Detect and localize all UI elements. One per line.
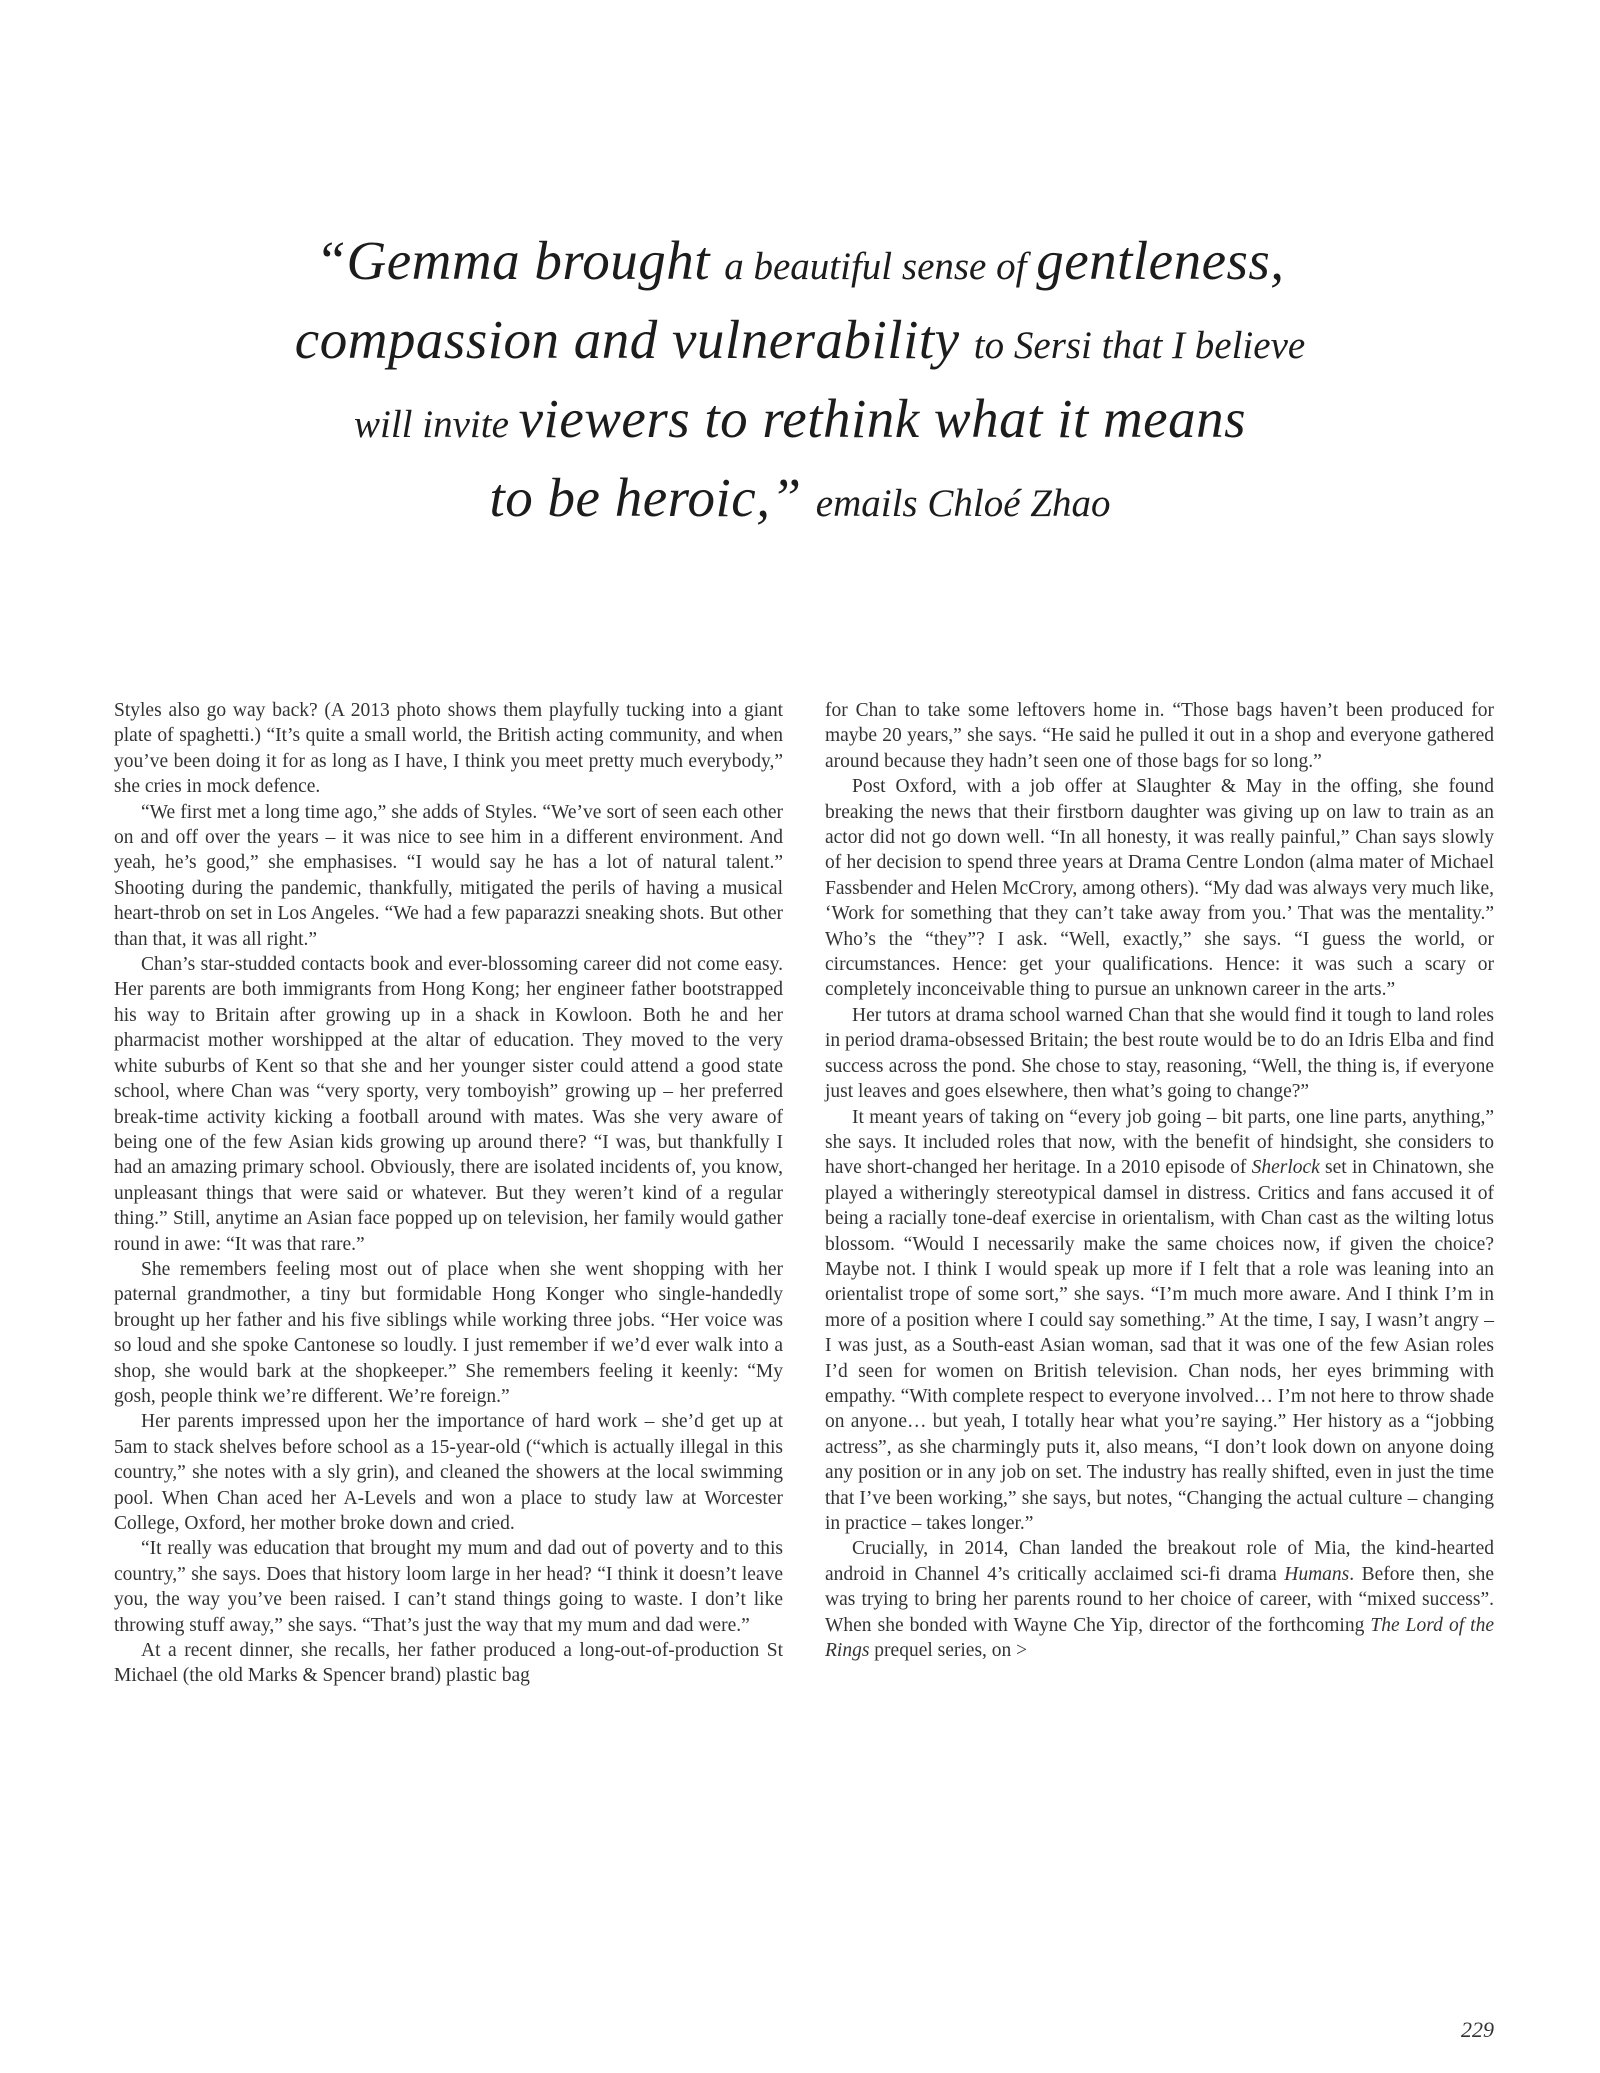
pull-quote-segment: emails Chloé Zhao — [815, 482, 1111, 525]
pull-quote — [170, 228, 1430, 544]
pull-quote-line — [170, 228, 1430, 307]
paragraph: for Chan to take some leftovers home in. “Those bags haven’t been produced for maybe 20 years,” she says. “He said he pulled it out in a shop and everyone gathered around because they hadn’t seen one of those bags for so long.” — [825, 700, 1494, 772]
paragraph: Crucially, in 2014, Chan landed the breakout role of Mia, the kind-hearted android in Channel 4’s critically acclaimed sci-fi drama Humans. Before then, she was trying to bring her parents round to her choice of career, with “mixed success”. When she bonded with Wayne Che Yip, director of the forthcoming The Lord of the Rings prequel series, on > — [825, 1538, 1495, 1662]
pull-quote-segment: to Sersi that I believe — [973, 324, 1306, 367]
pull-quote-segment: viewers to rethink what it means — [518, 388, 1246, 449]
paragraph: Styles also go way back? (A 2013 photo shows them playfully tucking into a giant plate of spaghetti.) “It’s quite a small world, the British acting community, and when you’ve been doing it for as long as I have, I think you meet pretty much everybody,” she cries in mock defence. — [114, 700, 783, 798]
page-number: 229 — [1461, 2017, 1494, 2042]
paragraph: She remembers feeling most out of place when she went shopping with her paternal grandmother, a tiny but formidable Hong Konger who single-handedly brought up her father and his five siblings while working three jobs. “Her voice was so loud and she spoke Cantonese so loudly. I just remember if we’d ever walk into a shop, she would bark at the shopkeeper.” She remembers feeling it keenly: “My gosh, people think we’re different. We’re foreign.” — [114, 1258, 783, 1407]
paragraph: “It really was education that brought my mum and dad out of poverty and to this country,” she says. Does that history loom large in her head? “I think it doesn’t leave you, the way you’ve been raised. I can’t stand things going to waste. I don’t like throwing stuff away,” she says. “That’s just the way that my mum and dad were.” — [114, 1538, 783, 1636]
paragraph: At a recent dinner, she recalls, her father produced a long-out-of-production St Michael (the old Marks & Spencer brand) plastic bag — [114, 1640, 783, 1687]
pull-quote-segment: a beautiful sense of — [724, 245, 1037, 288]
paragraph: Her tutors at drama school warned Chan that she would find it tough to land roles in period drama-obsessed Britain; the best route would be to do an Idris Elba and find success across the pond. She chose to stay, reasoning, “Well, the thing is, if everyone just leaves and goes elsewhere, then what’s going to change?” — [825, 1004, 1494, 1103]
pull-quote-line — [170, 386, 1430, 465]
pull-quote-line — [170, 465, 1430, 544]
paragraph: “We first met a long time ago,” she adds of Styles. “We’ve sort of seen each other on and off over the years – it was nice to see him in a different environment. And yeah, he’s good,” she emphasises. “I would say he has a lot of natural talent.” Shooting during the pandemic, thankfully, mitigated the perils of having a musical heart-throb on set in Los Angeles. “We had a few paparazzi sneaking shots. But other than that, it was all right.” — [114, 801, 783, 950]
pull-quote-segment: “Gemma brought — [315, 230, 725, 291]
pull-quote-segment: compassion and vulnerability — [294, 309, 974, 370]
paragraph: Post Oxford, with a job offer at Slaughter & May in the offing, she found breaking the news that their firstborn daughter was giving up on law to train as an actor did not go down well. “In all honesty, it was really painful,” Chan says slowly of her decision to spend three years at Drama Centre London (alma mater of Michael Fassbender and Helen McCrory, among others). “My dad was always very much like, ‘Work for something that they can’t take away from you.’ That was the mentality.” Who’s the “they”? I ask. “Well, exactly,” she says. “I guess the world, or circumstances. Hence: get your qualifications. Hence: it was such a scary or completely inconceivable thing to pursue an unknown career in the arts.” — [825, 776, 1494, 1001]
article-body — [114, 698, 1494, 1689]
pull-quote-segment: will invite — [353, 403, 519, 446]
paragraph: It meant years of taking on “every job going – bit parts, one line parts, anything,” she says. It included roles that now, with the benefit of hindsight, she considers to have short-changed her heritage. In a 2010 episode of Sherlock set in Chinatown, she played a witheringly stereotypical damsel in distress. Critics and fans accused it of being a racially tone-deaf exercise in orientalism, with Chan cast as the wilting lotus blossom. “Would I necessarily make the same choices now, if given the choice? Maybe not. I think I would speak up more if I felt that a role was leaning into an orientalist trope of some sort,” she says. “I’m much more aware. And I think I’m in more of a position where I could say something.” At the time, I say, I wasn’t angry – I was just, as a South-east Asian woman, sad that it was one of the few Asian roles I’d seen for women on British television. Chan nods, her eyes brimming with empathy. “With complete respect to everyone involved… I’m not here to throw shade on anyone… but yeah, I totally hear what you’re saying.” Her history as a “jobbing actress”, as she charmingly puts it, also means, “I don’t look down on anyone doing any position or in any job on set. The industry has really shifted, even in just the time that I’ve been working,” she says, but notes, “Changing the actual culture – changing in practice – takes longer.” — [825, 1106, 1495, 1534]
pull-quote-segment: to be heroic,” — [489, 467, 816, 528]
paragraph: Her parents impressed upon her the importance of hard work – she’d get up at 5am to stack shelves before school as a 15-year-old (“which is actually illegal in this country,” she notes with a sly grin), and cleaned the showers at the local swimming pool. When Chan aced her A-Levels and won a place to study law at Worcester College, Oxford, her mother broke down and cried. — [114, 1411, 783, 1534]
column-right — [825, 698, 1494, 1689]
column-left — [114, 698, 783, 1689]
paragraph: Chan’s star-studded contacts book and ever-blossoming career did not come easy. Her parents are both immigrants from Hong Kong; her engineer father bootstrapped his way to Britain after growing up in a shack in Kowloon. Both he and her pharmacist mother worshipped at the altar of education. They moved to the very white suburbs of Kent so that she and her younger sister could attend a good state school, where Chan was “very sporty, very tomboyish” growing up – her preferred break-time activity kicking a football around with mates. Was she very aware of being one of the few Asian kids growing up around there? “I was, but thankfully I had an amazing primary school. Obviously, there are isolated incidents of, you know, unpleasant things that were said or whatever. But they weren’t kind of a regular thing.” Still, anytime an Asian face popped up on television, her family would gather round in awe: “It was that rare.” — [114, 954, 783, 1255]
pull-quote-segment: gentleness, — [1036, 230, 1285, 291]
pull-quote-line — [170, 307, 1430, 386]
